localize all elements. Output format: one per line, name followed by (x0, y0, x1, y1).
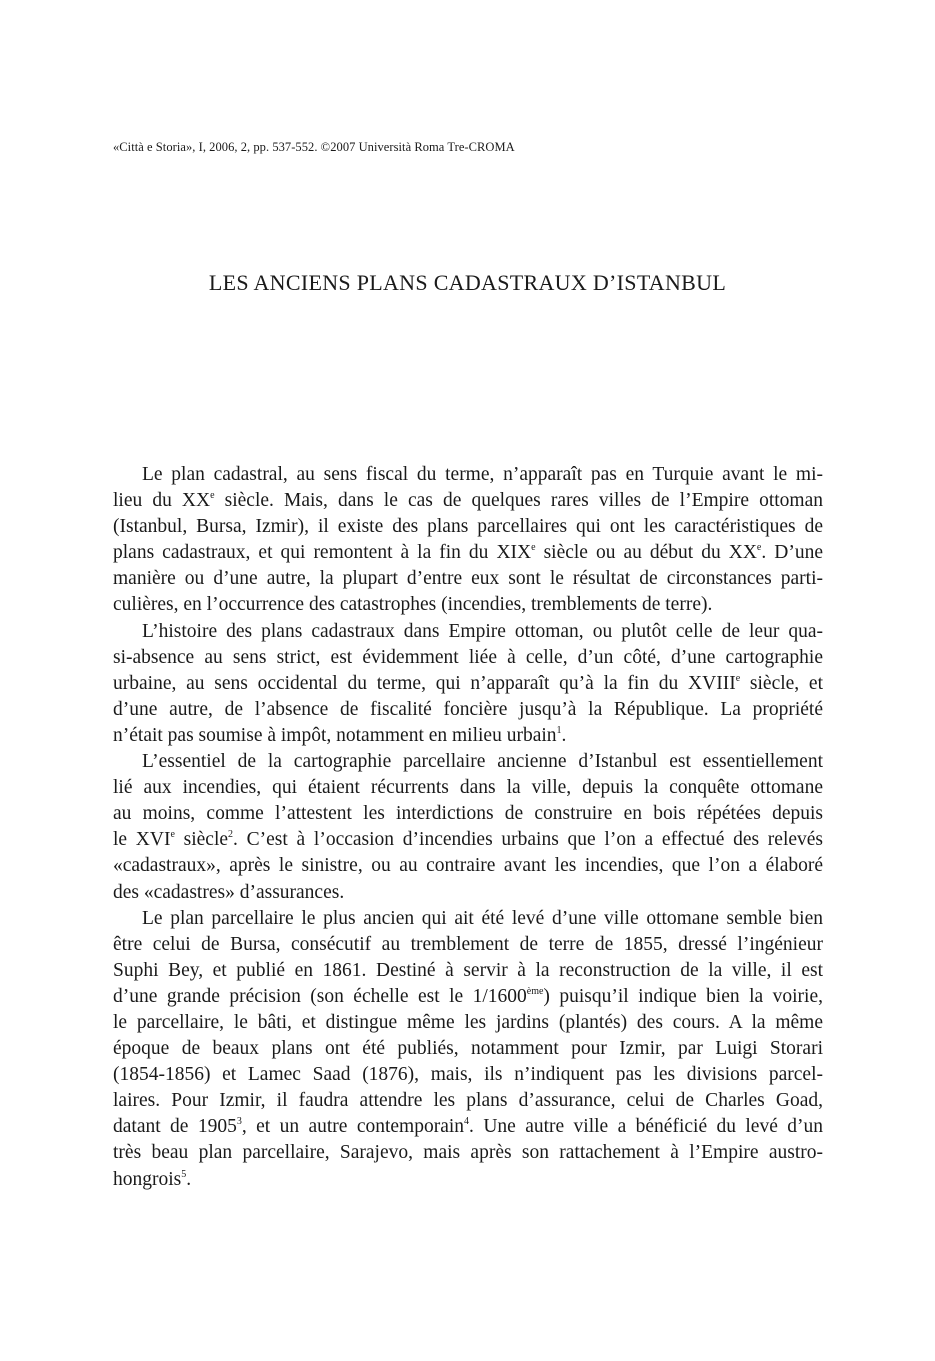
body-line: d’une autre, de l’absence de fiscalité foncière jusqu’à la République. La propriété (113, 698, 823, 720)
body-line: urbaine, au sens occidental du terme, qui n’apparaît qu’à la fin du XVIIIe siècle, et (113, 672, 823, 694)
body-line: Le plan cadastral, au sens fiscal du terme, n’apparaît pas en Turquie avant le mi- (142, 464, 823, 485)
journal-citation-header: «Città e Storia», I, 2006, 2, pp. 537-552. ©2007 Università Roma Tre-CROMA (113, 140, 515, 154)
body-line: le parcellaire, le bâti, et distingue même les jardins (plantés) des cours. A la même (113, 1011, 823, 1033)
body-line: des «cadastres» d’assurances. (113, 881, 345, 903)
body-line: datant de 1905$^3$, et un autre contemporain$^4$. Une autre ville a bénéficié du levé d’un (113, 1116, 823, 1138)
body-line: culières, en l’occurrence des catastrophes (incendies, tremblements de terre). (113, 594, 713, 616)
body-line: si-absence au sens strict, est évidemment liée à celle, d’un côté, d’une cartographie (113, 646, 823, 668)
body-line: époque de beaux plans ont été publiés, notamment pour Izmir, par Luigi Storari (113, 1038, 823, 1060)
body-line: (Istanbul, Bursa, Izmir), il existe des plans parcellaires qui ont les caractéristiques de (113, 516, 823, 538)
body-line: le XVIe siècle$^2$. C’est à l’occasion d’incendies urbains que l’on a effectué des relevés (113, 829, 824, 851)
body-line: Le plan parcellaire le plus ancien qui ait été levé d’une ville ottomane semble bien (142, 907, 823, 929)
body-line: manière ou d’une autre, la plupart d’entre eux sont le résultat de circonstances parti- (113, 568, 823, 590)
body-line: plans cadastraux, et qui remontent à la fin du XIXe siècle ou au début du XXe. D’une (113, 542, 823, 564)
body-line: n’était pas soumise à impôt, notamment en milieu urbain$^1$. (113, 724, 567, 746)
article-body (113, 462, 823, 1193)
body-line: au moins, comme l’attestent les interdictions de construire en bois répétées depuis (113, 803, 823, 825)
body-line: d’une grande précision (son échelle est le 1/1600ème) puisqu’il indique bien la voirie, (113, 985, 823, 1007)
body-line: «cadastraux», après le sinistre, ou au contraire avant les incendies, que l’on a élaboré (113, 855, 823, 877)
body-line: (1854-1856) et Lamec Saad (1876), mais, ils n’indiquent pas les divisions parcel- (113, 1064, 823, 1086)
body-line: lié aux incendies, qui étaient récurrents dans la ville, depuis la conquête ottomane (113, 777, 823, 799)
body-line: être celui de Bursa, consécutif au tremblement de terre de 1855, dressé l’ingénieur (113, 933, 823, 955)
body-line: L’essentiel de la cartographie parcellaire ancienne d’Istanbul est essentiellement (142, 751, 823, 773)
body-line: Suphi Bey, et publié en 1861. Destiné à servir à la reconstruction de la ville, il est (113, 959, 823, 981)
body-line: lieu du XXe siècle. Mais, dans le cas de quelques rares villes de l’Empire ottoman (113, 490, 823, 512)
article-title: LES ANCIENS PLANS CADASTRAUX D’ISTANBUL (208, 270, 727, 295)
body-line: hongrois$^5$. (113, 1168, 192, 1190)
body-line: laires. Pour Izmir, il faudra attendre les plans d’assurance, celui de Charles Goad, (113, 1090, 823, 1112)
body-line: très beau plan parcellaire, Sarajevo, mais après son rattachement à l’Empire austro- (113, 1142, 823, 1164)
body-line: L’histoire des plans cadastraux dans Empire ottoman, ou plutôt celle de leur qua- (142, 620, 823, 642)
